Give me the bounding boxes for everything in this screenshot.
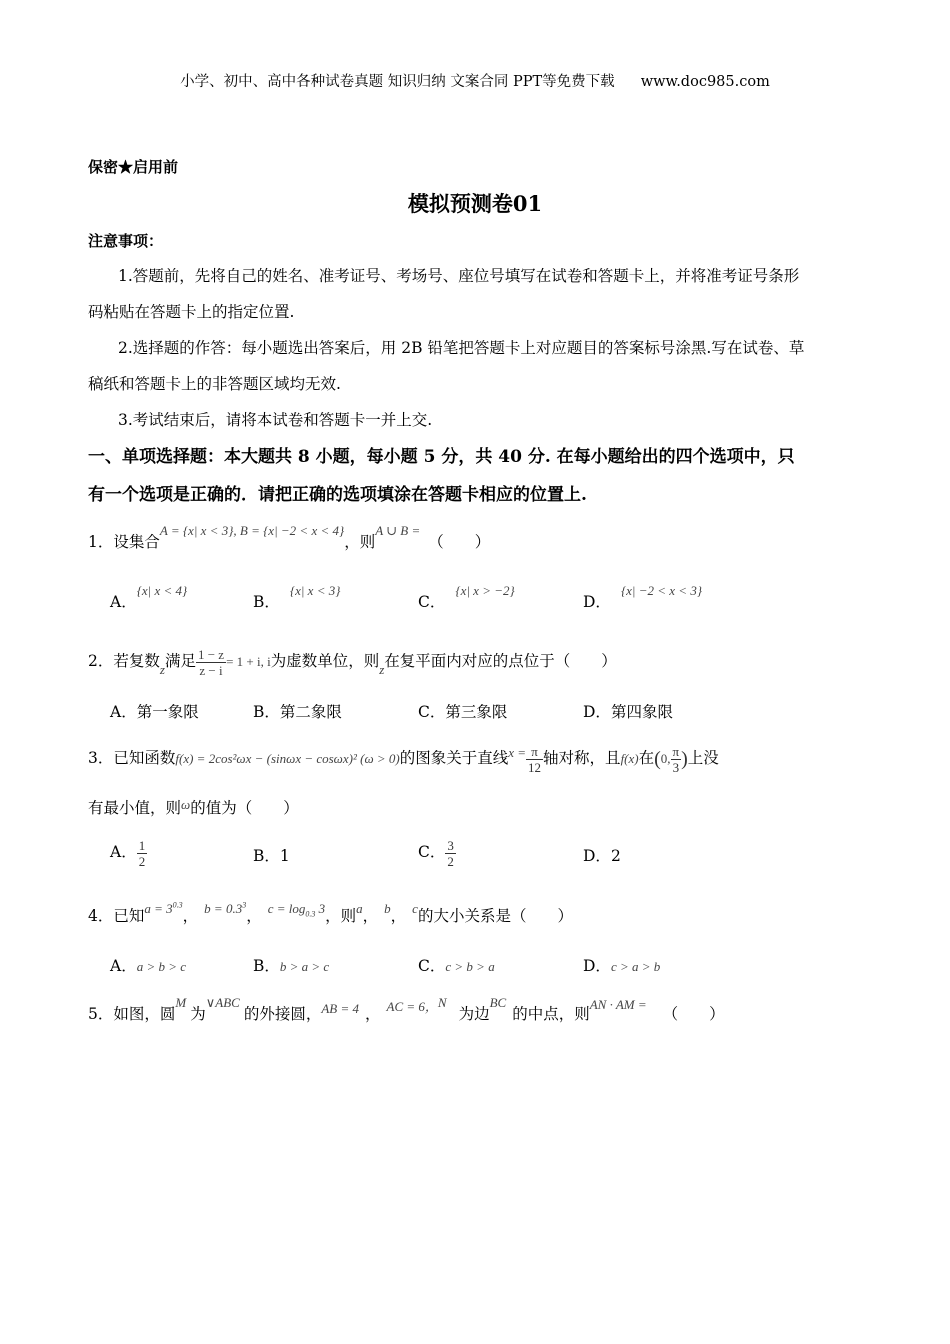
q1-option-a[interactable]: A．$^{\{x| x < 4\}}$ [110,583,188,611]
q1-option-c[interactable]: C．$^{\{x| x > -2\}}$ [418,583,515,611]
notice-item-2-line-1: 2.选择题的作答：每小题选出答案后，用 2B 铅笔把答题卡上对应题目的答案标号涂黑.写在试卷、草 [118,339,805,357]
paper-title: 模拟预测卷01 [407,191,543,216]
q3-option-c[interactable]: C． $\frac{3}{2}$ [418,837,454,869]
q2-fraction: $\frac{1 - z}{z - i}$ [197,646,225,678]
q4-option-a[interactable]: A．a > b > c [110,957,187,975]
q1-option-d[interactable]: D．$^{\{x| -2 < x < 3\}}$ [583,583,703,611]
header-url[interactable]: www.doc985.com [640,74,770,90]
q4-option-c[interactable]: C．c > b > a [418,957,495,975]
q3-option-b[interactable]: B．1 [253,847,290,865]
q3-function-math: f(x) = 2cos²ωx − (sinωx − cosωx)² (ω > 0) [175,751,400,766]
question-2-stem: 2．若复数$_z$满足 $\frac{1 - z}{z - i}$ = 1 + i, i为虚数单位，则$_z$在复平面内对应的点位于（ ） [88,646,617,678]
question-5-stem: 5．如图，圆$^M$为$^{\vee ABC}$的外接圆，$^{AB = 4}$ ， $^{AC = 6,N}$为边$^{BC}$的中点，则$^{AN \cdot AM =}$（ ） [88,995,725,1023]
notice-heading: 注意事项： [88,232,164,250]
question-3-stem-line-2: 有最小值，则$^\omega$的值为（ ） [88,797,299,817]
page-header [0,70,950,91]
confidential-mark: 保密★启用前 [88,158,179,176]
q2-option-b[interactable]: B．第二象限 [253,703,342,721]
question-1-stem: 1．设集合$^{A = \{x| x < 3\}, B = \{x| -2 < x < 4\}}$，则$^{A \cup B =}$（ ） [88,523,491,551]
question-4-stem: 4．已知$^{a = 3^{0.3}}$， $^{b = 0.3^3}$， $^{c = log_{0.3} 3}$，则$^a$， $^b$， $^c$的大小关系是（ ） [88,900,573,925]
notice-item-2-line-2: 稿纸和答题卡上的非答题区域均无效. [88,375,341,393]
section-1-line-2: 有一个选项是正确的．请把正确的选项填涂在答题卡相应的位置上. [88,485,587,505]
notice-item-1-line-2: 码粘贴在答题卡上的指定位置. [88,303,295,321]
q2-option-c[interactable]: C．第三象限 [418,703,508,721]
q1-sets-math: A = {x| x < 3}, B = {x| −2 < x < 4} [159,523,345,538]
q4-option-d[interactable]: D．c > a > b [583,957,661,975]
q1-option-b[interactable]: B．$^{\{x| x < 3\}}$ [253,583,341,611]
section-1-line-1: 一、单项选择题：本大题共 8 小题，每小题 5 分，共 40 分. 在每小题给出的四个选项中，只 [88,447,795,467]
question-3-stem: 3．已知函数f(x) = 2cos²ωx − (sinωx − cosωx)² (ω > 0)的图象关于直线$^{x =}$ $\frac{\pi}{12}$ 轴对称，且f(x)在(0, $\frac{\pi}{3}$ )上没 [88,743,719,775]
q3-option-d[interactable]: D．2 [583,847,621,865]
q4-option-b[interactable]: B．b > a > c [253,957,330,975]
q1-union-math: A ∪ B = [375,523,421,538]
q2-option-a[interactable]: A．第一象限 [110,703,199,721]
header-text: 小学、初中、高中各种试卷真题 知识归纳 文案合同 PPT等免费下载 [180,74,615,90]
notice-item-1-line-1: 1.答题前，先将自己的姓名、准考证号、考场号、座位号填写在试卷和答题卡上，并将准考证号条形 [118,267,800,285]
q3-option-a[interactable]: A． $\frac{1}{2}$ [110,837,146,869]
q2-option-d[interactable]: D．第四象限 [583,703,673,721]
notice-item-3: 3.考试结束后，请将本试卷和答题卡一并上交. [118,411,433,429]
